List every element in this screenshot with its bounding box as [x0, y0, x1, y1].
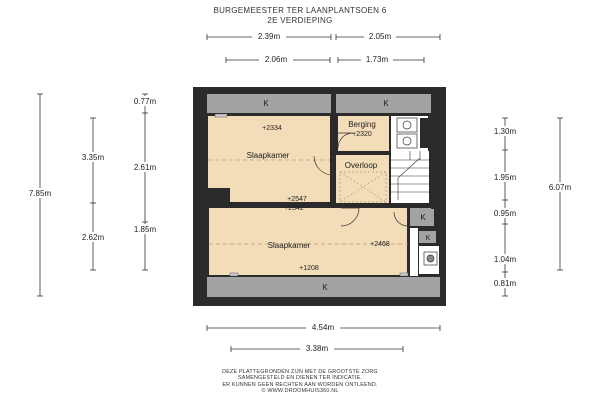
- dim-right-total: 6.07m: [548, 183, 572, 192]
- chimney-block: [207, 188, 229, 203]
- wall-stair-left: [389, 116, 391, 203]
- dim-top-2: 2.05m: [368, 32, 392, 41]
- dryer: [397, 134, 417, 148]
- knee-wall-top-left: [207, 94, 331, 113]
- wall-berging: [336, 151, 389, 155]
- plan-subtitle: 2E VERDIEPING: [267, 16, 333, 25]
- dim-top-3: 2.06m: [264, 55, 288, 64]
- wall-right-inner: [431, 94, 434, 209]
- disclaimer-line-2: SAMENGESTELD EN DIENEN TER INDICATIE.: [237, 375, 363, 382]
- top-dimensions: [207, 34, 440, 63]
- wall-closet: [407, 203, 410, 277]
- height-2: +2320: [352, 131, 372, 138]
- dim-left-inner-top: 0.77m: [133, 97, 157, 106]
- wall-horizontal-mid: [207, 203, 407, 208]
- disclaimer-line-3: ER KUNNEN GEEN RECHTEN AAN WORDEN ONTLEEND.: [222, 381, 378, 388]
- dim-right-b: 1.95m: [493, 173, 517, 182]
- dim-right-e: 0.81m: [493, 279, 517, 288]
- height-5: +2468: [370, 241, 390, 248]
- disclaimer-line-1: DEZE PLATTEGRONDEN ZIJN MET DE GROOTSTE ZORG: [222, 369, 378, 375]
- knee-label-4: K: [425, 235, 431, 242]
- wall-knee-line: [207, 113, 431, 116]
- boiler: [424, 252, 437, 265]
- floor-slaapkamer-top-ext: [230, 188, 330, 202]
- dim-top-4: 1.73m: [365, 55, 389, 64]
- dim-left-inner-low: 1.85m: [133, 225, 157, 234]
- dim-right-d: 1.04m: [493, 255, 517, 264]
- disclaimer: [0, 369, 600, 394]
- dim-right-c: 0.95m: [493, 209, 517, 218]
- wall-vertical-mid: [331, 94, 336, 205]
- knee-label-2: K: [383, 99, 389, 108]
- room-berging: Berging: [348, 120, 376, 129]
- washer: [397, 118, 417, 132]
- room-slaapkamer-top: Slaapkamer: [246, 151, 290, 160]
- stairwell: [389, 151, 429, 203]
- utility-cabinet: [420, 118, 428, 148]
- dim-right-a: 1.30m: [493, 127, 517, 136]
- dim-left-lower: 2.62m: [81, 233, 105, 242]
- knee-label-3: K: [420, 213, 426, 222]
- height-4: +2542: [284, 205, 304, 212]
- disclaimer-line-4: © WWW.DROOMHUIS360.NL: [261, 387, 339, 394]
- room-overloop: Overloop: [344, 161, 378, 170]
- height-3: +2547: [287, 196, 307, 203]
- dim-left-total: 7.85m: [28, 189, 52, 198]
- dim-bottom-total: 4.54m: [311, 323, 335, 332]
- knee-label-5: K: [322, 283, 328, 292]
- dim-top-1: 2.39m: [257, 32, 281, 41]
- dim-left-inner-mid: 2.61m: [133, 163, 157, 172]
- dim-left-upper: 3.35m: [81, 153, 105, 162]
- height-6: +1208: [299, 265, 319, 272]
- knee-label-1: K: [263, 99, 269, 108]
- dim-bottom-inner: 3.38m: [305, 344, 329, 353]
- room-slaapkamer-bottom: Slaapkamer: [267, 241, 311, 250]
- height-1: +2334: [262, 125, 282, 132]
- plan-title: BURGEMEESTER TER LAANPLANTSOEN 6: [213, 6, 387, 15]
- floor-closet-side: [410, 228, 418, 276]
- right-dimensions: [502, 118, 563, 296]
